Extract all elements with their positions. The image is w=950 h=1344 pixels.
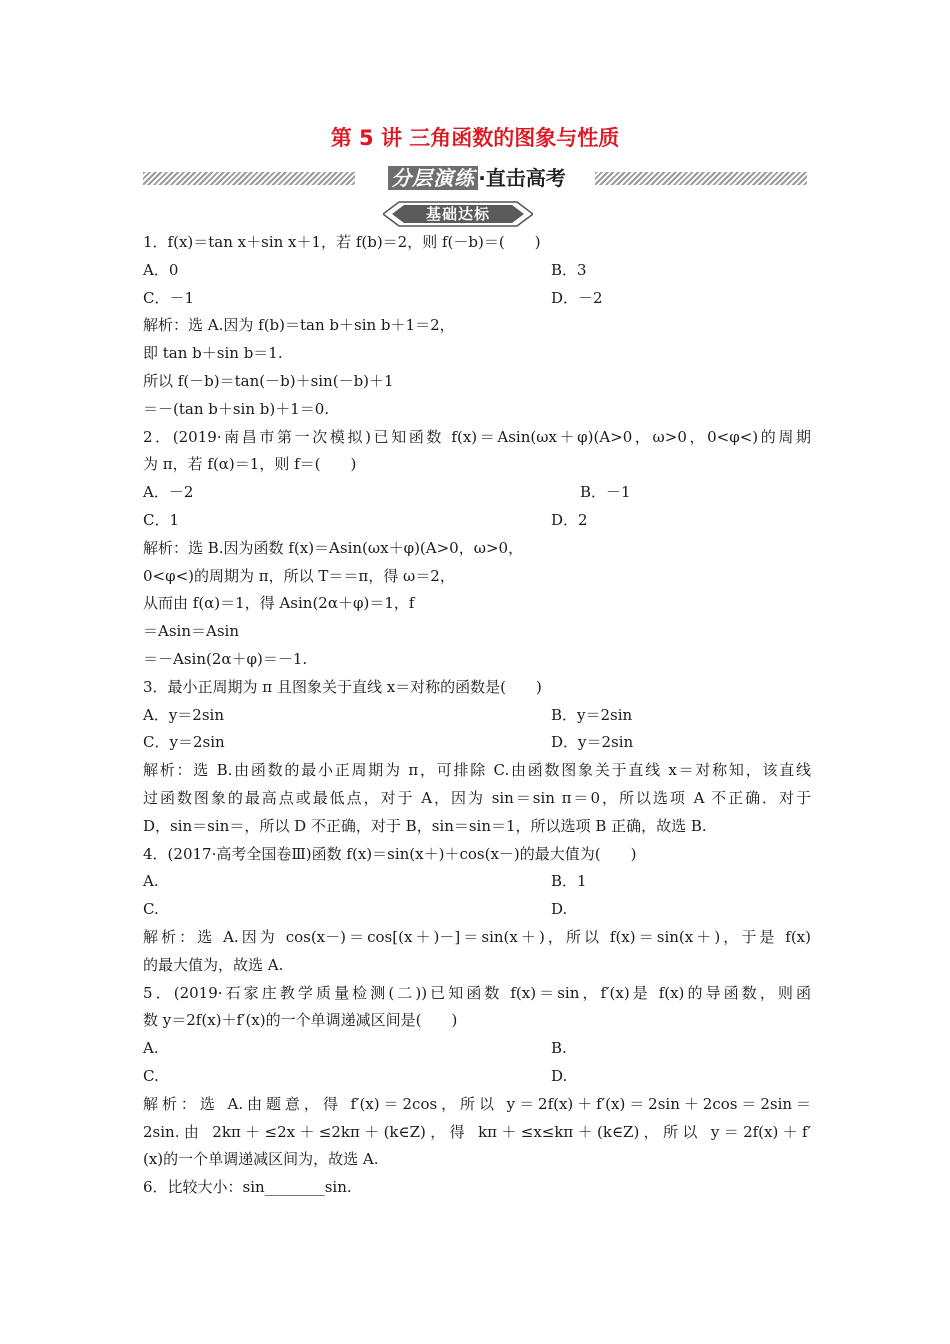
solution-line: ＝Asin＝Asin (143, 622, 239, 641)
solution-line: 解析：选 A.由题意，得 f′(x)＝2cos，所以 y＝2f(x)＋f′(x)＝2sin＋2cos＝2sin＝ (143, 1094, 811, 1113)
option-c: C．1 (143, 510, 180, 529)
option-a: A．y＝2sin (143, 705, 225, 724)
option-d: D. (551, 900, 568, 919)
option-a: A．－2 (143, 483, 194, 502)
options-row (143, 1063, 811, 1091)
banner-dot: · (478, 166, 486, 190)
solution-line: 2sin.由 2kπ＋≤2x＋≤2kπ＋(k∈Z)，得 kπ＋≤x≤kπ＋(k∈Z)，所以 y＝2f(x)＋f′ (143, 1122, 811, 1141)
solution-line: 即 tan b＋sin b＝1. (143, 344, 283, 363)
options-row (143, 896, 811, 924)
banner-part2: 直击高考 (485, 166, 566, 190)
option-c: C．－1 (143, 288, 195, 307)
solution-line: 过函数图象的最高点或最低点，对于 A，因为 sin＝sin π＝0，所以选项 A 不正确．对于 (143, 788, 811, 807)
option-d: D．2 (551, 510, 588, 529)
banner-hatch-right (595, 172, 807, 185)
solution-line: 解析：选 B.因为函数 f(x)＝Asin(ωx＋φ)(A>0，ω>0， (143, 538, 524, 557)
option-d: D. (551, 1066, 568, 1085)
solution-line: 所以 f(－b)＝tan(－b)＋sin(－b)＋1 (143, 371, 394, 390)
option-d: D．y＝2sin (551, 733, 634, 752)
question-5: 5．(2019·石家庄教学质量检测(二))已知函数 f(x)＝sin，f′(x)是 f(x)的导函数，则函 (143, 983, 811, 1002)
question-6: 6．比较大小：sin________sin. (143, 1178, 352, 1197)
options-row (143, 702, 811, 730)
page-title: 第 5 讲 三角函数的图象与性质 (330, 126, 620, 150)
option-b: B．－1 (580, 483, 631, 502)
options-row (143, 507, 811, 535)
solution-line: 0<φ<)的周期为 π，所以 T＝＝π，得 ω＝2， (143, 566, 455, 585)
option-c: C．y＝2sin (143, 733, 225, 752)
solution-line: (x)的一个单调递减区间为，故选 A. (143, 1150, 379, 1169)
solution-line: ＝－Asin(2α＋φ)＝－1. (143, 649, 308, 668)
banner-hatch-left (143, 172, 355, 185)
option-b: B．1 (551, 872, 587, 891)
question-content (143, 229, 811, 1202)
options-row (143, 479, 811, 507)
option-b: B．y＝2sin (551, 705, 633, 724)
question-2: 2．(2019·南昌市第一次模拟)已知函数 f(x)＝Asin(ωx＋φ)(A>0，ω>0，0<φ<)的周期 (143, 427, 811, 446)
question-3: 3．最小正周期为 π 且图象关于直线 x＝对称的函数是( ) (143, 677, 542, 696)
options-row (143, 729, 811, 757)
banner-part1: 分层演练 (388, 166, 478, 190)
option-b: B. (551, 1039, 567, 1058)
level-badge (383, 201, 533, 227)
option-a: A. (143, 872, 159, 891)
option-b: B．3 (551, 260, 587, 279)
option-c: C. (143, 900, 159, 919)
solution-line: 从而由 f(α)＝1，得 Asin(2α＋φ)＝1，f (143, 594, 415, 613)
question-5-cont: 数 y＝2f(x)＋f′(x)的一个单调递减区间是( ) (143, 1011, 458, 1030)
solution-line: D，sin＝sin＝，所以 D 不正确，对于 B，sin＝sin＝1，所以选项 B 正确，故选 B. (143, 816, 707, 835)
question-2-cont: 为 π，若 f(α)＝1，则 f＝( ) (143, 455, 357, 474)
solution-line: 解析：选 A.因为 f(b)＝tan b＋sin b＋1＝2， (143, 316, 455, 335)
solution-line: ＝－(tan b＋sin b)＋1＝0. (143, 399, 330, 418)
solution-line: 解析：选 A.因为 cos(x－)＝cos[(x＋)－]＝sin(x＋)，所以 f(x)＝sin(x＋)，于是 f(x) (143, 927, 811, 946)
options-row (143, 257, 811, 285)
section-banner (143, 166, 807, 190)
banner-text (363, 166, 591, 190)
option-a: A．0 (143, 260, 179, 279)
solution-line: 的最大值为，故选 A. (143, 955, 284, 974)
badge-label: 基础达标 (425, 205, 490, 223)
options-row (143, 1035, 811, 1063)
question-1: 1．f(x)＝tan x＋sin x＋1，若 f(b)＝2，则 f(－b)＝( ) (143, 233, 541, 251)
options-row (143, 868, 811, 896)
option-a: A. (143, 1039, 159, 1058)
option-c: C. (143, 1066, 159, 1085)
solution-line: 解析：选 B.由函数的最小正周期为 π，可排除 C.由函数图象关于直线 x＝对称知，该直线 (143, 761, 811, 780)
question-4: 4．(2017·高考全国卷Ⅲ)函数 f(x)＝sin(x＋)＋cos(x－)的最大值为( ) (143, 844, 637, 863)
option-d: D．－2 (551, 288, 603, 307)
options-row (143, 285, 811, 313)
